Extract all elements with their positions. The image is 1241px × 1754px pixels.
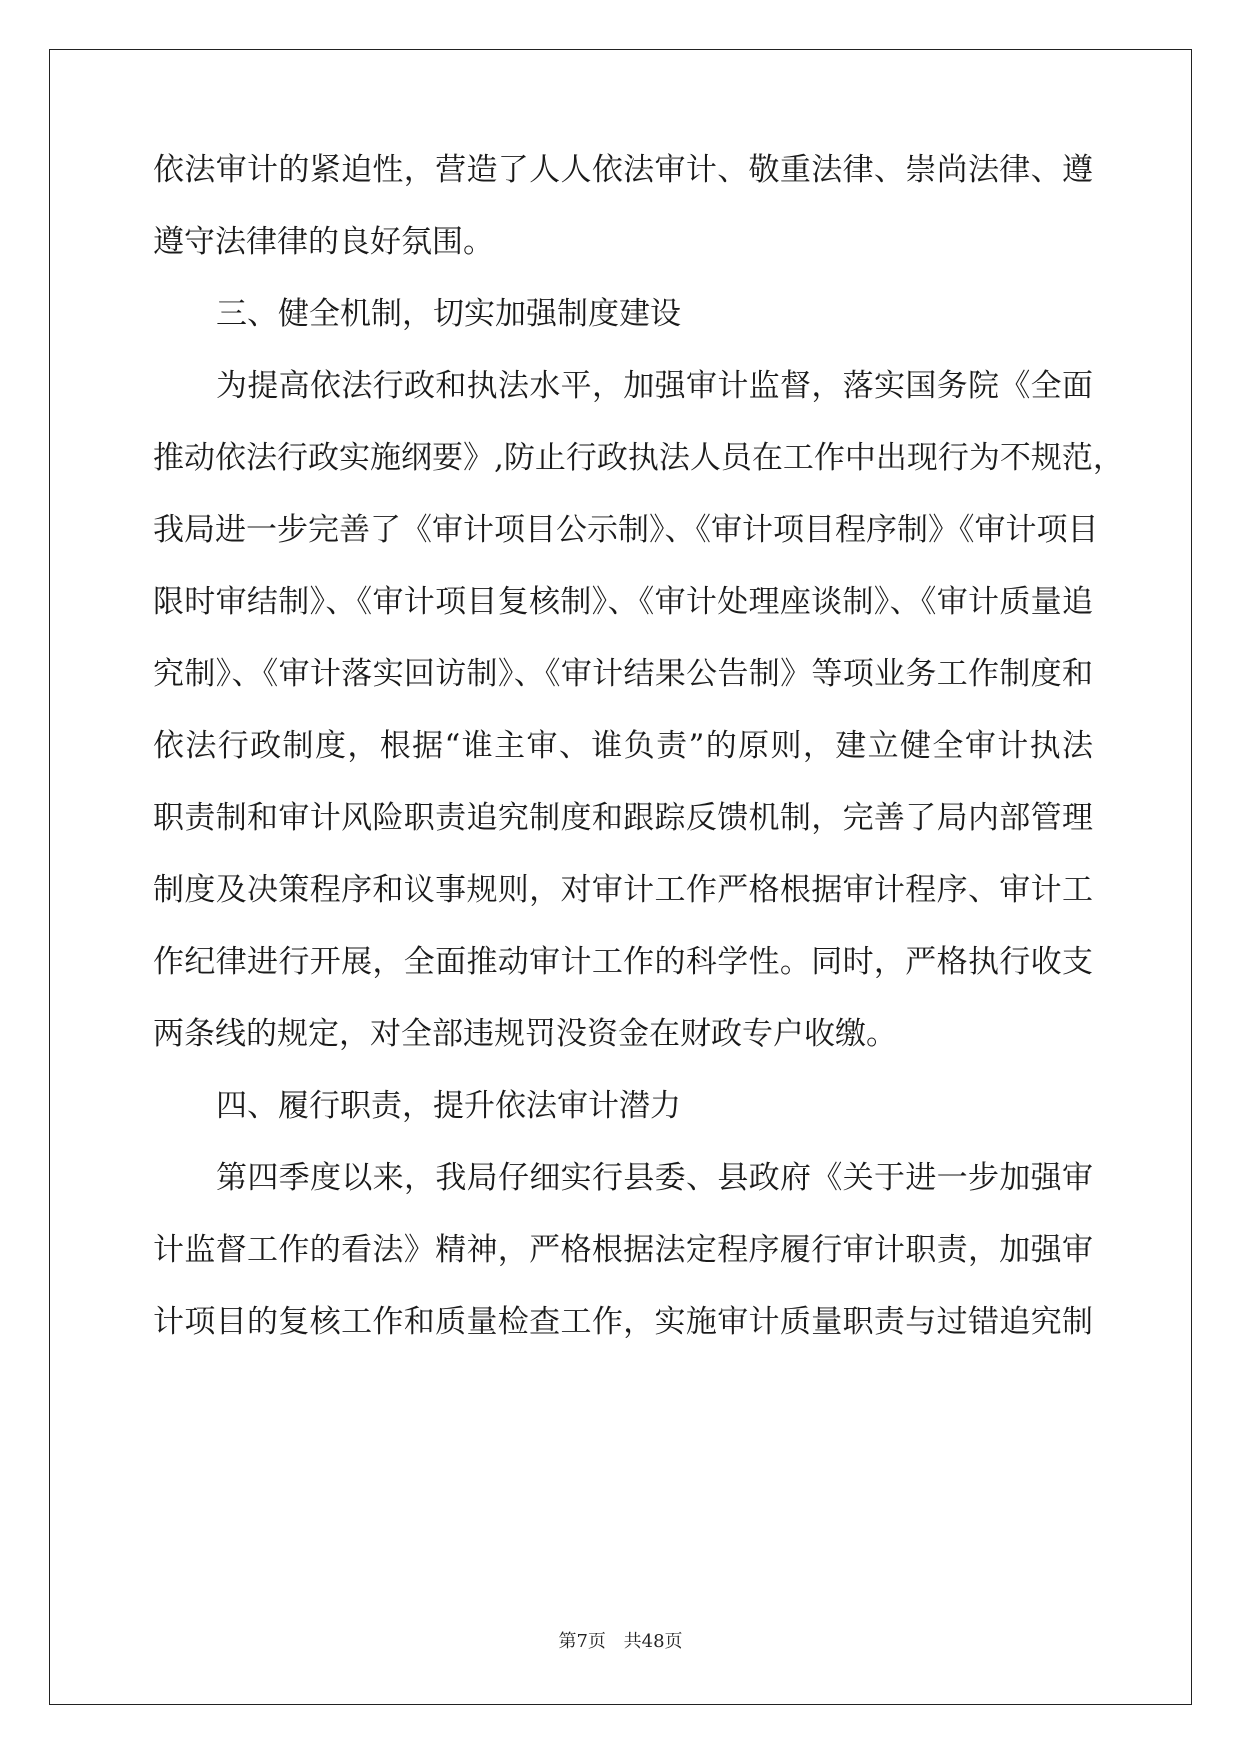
text-line: 我局进一步完善了《审计项目公示制》、《审计项目程序制》《审计项目 — [153, 512, 1099, 548]
text-line: 第四季度以来，我局仔细实行县委、县政府《关于进一步加强审 — [216, 1160, 1093, 1196]
text-line: 计项目的复核工作和质量检查工作，实施审计质量职责与过错追究制 — [153, 1304, 1093, 1340]
section-heading-4: 四、履行职责，提升依法审计潜力 — [216, 1088, 681, 1124]
text-line: 制度及决策程序和议事规则，对审计工作严格根据审计程序、审计工 — [153, 872, 1093, 908]
text-line: 究制》、《审计落实回访制》、《审计结果公告制》等项业务工作制度和 — [153, 656, 1093, 692]
text-line: 作纪律进行开展，全面推动审计工作的科学性。同时，严格执行收支 — [153, 944, 1093, 980]
page-number: 第7页 — [558, 1631, 606, 1652]
page-total: 共48页 — [623, 1631, 683, 1652]
text-line: 为提高依法行政和执法水平，加强审计监督，落实国务院《全面 — [216, 368, 1093, 404]
section-heading-3: 三、健全机制，切实加强制度建设 — [216, 296, 681, 332]
text-line: 推动依法行政实施纲要》,防止行政执法人员在工作中出现行为不规范， — [153, 440, 1124, 476]
text-line: 依法审计的紧迫性，营造了人人依法审计、敬重法律、崇尚法律、遵 — [153, 152, 1093, 188]
page-footer — [0, 1627, 1241, 1653]
text-line: 职责制和审计风险职责追究制度和跟踪反馈机制，完善了局内部管理 — [153, 800, 1093, 836]
text-line: 遵守法律律的良好氛围。 — [153, 224, 494, 260]
text-line: 计监督工作的看法》精神，严格根据法定程序履行审计职责，加强审 — [153, 1232, 1093, 1268]
text-line: 两条线的规定，对全部违规罚没资金在财政专户收缴。 — [153, 1016, 897, 1052]
text-line: 限时审结制》、《审计项目复核制》、《审计处理座谈制》、《审计质量追 — [153, 584, 1093, 620]
text-line: 依法行政制度，根据“谁主审、谁负责”的原则，建立健全审计执法 — [153, 728, 1093, 764]
